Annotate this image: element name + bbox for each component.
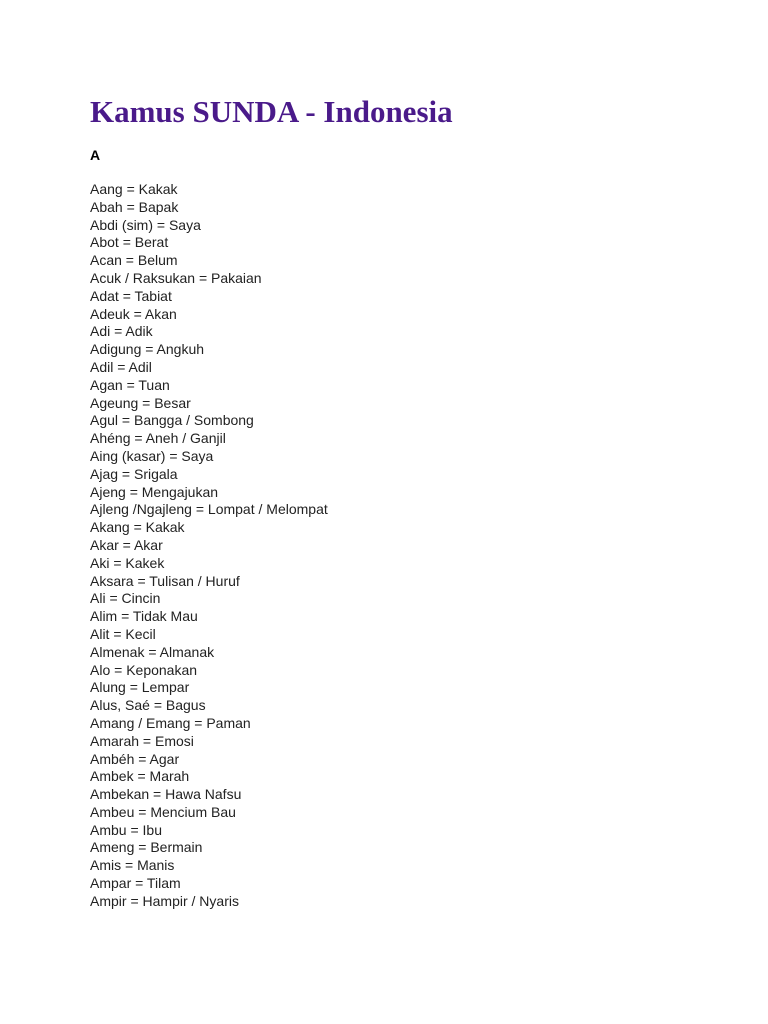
dictionary-entry: Ageung = Besar [90, 394, 191, 411]
dictionary-entry: Ambéh = Agar [90, 750, 180, 767]
dictionary-entry: Ahéng = Aneh / Ganjil [90, 430, 226, 447]
dictionary-entry: Amang / Emang = Paman [90, 714, 251, 731]
dictionary-entry: Acan = Belum [90, 252, 178, 269]
dictionary-entry: Alit = Kecil [90, 625, 156, 642]
dictionary-entry: Agul = Bangga / Sombong [90, 412, 254, 429]
dictionary-entry: Ampar = Tilam [90, 875, 181, 892]
dictionary-entry: Alung = Lempar [90, 679, 190, 696]
section-heading: A [90, 147, 101, 163]
dictionary-entry: Amarah = Emosi [90, 732, 194, 749]
dictionary-entry: Abot = Berat [90, 234, 169, 251]
dictionary-entry: Ambekan = Hawa Nafsu [90, 786, 242, 803]
dictionary-entry: Adat = Tabiat [90, 287, 172, 304]
dictionary-entry: Aing (kasar) = Saya [90, 447, 214, 464]
dictionary-entry: Amis = Manis [90, 857, 175, 874]
dictionary-entry: Aksara = Tulisan / Huruf [90, 572, 240, 589]
dictionary-entry: Alo = Keponakan [90, 661, 198, 678]
dictionary-entry: Ajleng /Ngajleng = Lompat / Melompat [90, 501, 328, 518]
dictionary-entry: Acuk / Raksukan = Pakaian [90, 269, 262, 286]
dictionary-entry: Ambu = Ibu [90, 821, 162, 838]
dictionary-entry: Ajag = Srigala [90, 465, 178, 482]
dictionary-entry: Adeuk = Akan [90, 305, 177, 322]
dictionary-entry: Abah = Bapak [90, 198, 179, 215]
dictionary-entry: Abdi (sim) = Saya [90, 216, 201, 233]
dictionary-entry: Alim = Tidak Mau [90, 608, 198, 625]
dictionary-entry: Ambeu = Mencium Bau [90, 803, 236, 820]
dictionary-entry: Akang = Kakak [90, 519, 185, 536]
dictionary-entry: Aang = Kakak [90, 181, 178, 197]
dictionary-entry: Ambek = Marah [90, 768, 190, 785]
dictionary-entry: Ameng = Bermain [90, 839, 203, 856]
dictionary-entry: Almenak = Almanak [90, 643, 215, 660]
dictionary-entry: Ajeng = Mengajukan [90, 483, 219, 500]
dictionary-entry: Adil = Adil [90, 358, 152, 375]
page-title: Kamus SUNDA - Indonesia [90, 94, 453, 129]
dictionary-entry: Agan = Tuan [90, 376, 170, 393]
dictionary-entry: Adigung = Angkuh [90, 341, 205, 358]
dictionary-entry: Akar = Akar [90, 536, 163, 553]
dictionary-entry: Adi = Adik [90, 323, 153, 340]
dictionary-entry-list [90, 181, 328, 911]
dictionary-entry: Ampir = Hampir / Nyaris [90, 892, 239, 909]
dictionary-entry: Alus, Saé = Bagus [90, 697, 206, 714]
dictionary-entry: Ali = Cincin [90, 590, 161, 607]
dictionary-entry: Aki = Kakek [90, 554, 165, 571]
